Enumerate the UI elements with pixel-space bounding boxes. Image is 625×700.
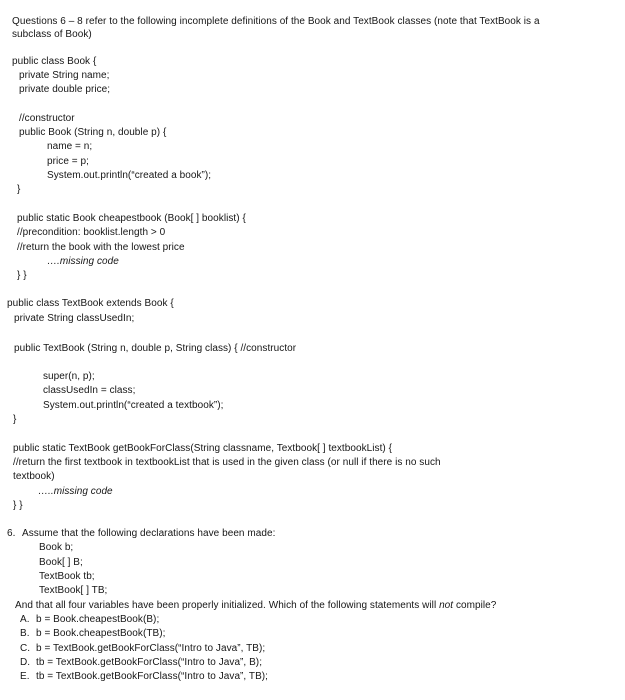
- option-letter: A.: [20, 614, 30, 625]
- book-return-comment: //return the book with the lowest price: [17, 242, 185, 253]
- option-text: tb = TextBook.getBookForClass(“Intro to Java”, TB);: [36, 671, 268, 682]
- book-class-close: } }: [17, 270, 27, 281]
- textbook-super-call: super(n, p);: [43, 371, 95, 382]
- textbook-ctor-close: }: [13, 414, 17, 425]
- textbook-println: System.out.println(“created a textbook”);: [43, 400, 224, 411]
- textbook-assign: classUsedIn = class;: [43, 385, 136, 396]
- textbook-field: private String classUsedIn;: [14, 313, 135, 324]
- book-field-price: private double price;: [19, 84, 111, 95]
- book-ctor-signature: public Book (String n, double p) {: [19, 127, 167, 138]
- book-println: System.out.println(“created a book”);: [47, 170, 212, 181]
- question-number: 6.: [7, 528, 16, 539]
- intro-line-2: subclass of Book): [12, 29, 92, 40]
- question-ask-post: compile?: [453, 600, 497, 611]
- book-missing-code: ….missing code: [47, 256, 119, 267]
- book-ctor-comment: //constructor: [19, 113, 75, 124]
- book-precondition: //precondition: booklist.length > 0: [17, 227, 166, 238]
- option-text: b = TextBook.getBookForClass(“Intro to Java”, TB);: [36, 643, 266, 654]
- option-letter: E.: [20, 671, 30, 682]
- question-ask-emphasis: not: [439, 600, 454, 611]
- textbook-class-close: } }: [13, 500, 23, 511]
- book-ctor-close: }: [17, 184, 21, 195]
- book-field-name: private String name;: [19, 70, 110, 81]
- option-text: tb = TextBook.getBookForClass(“Intro to Java”, B);: [36, 657, 263, 668]
- textbook-return-comment-cont: textbook): [13, 471, 55, 482]
- declaration-line: Book[ ] B;: [39, 557, 83, 568]
- declaration-line: Book b;: [39, 542, 74, 553]
- declaration-line: TextBook tb;: [39, 571, 95, 582]
- question-ask: [15, 600, 496, 612]
- option-letter: B.: [20, 628, 30, 639]
- book-class-header: public class Book {: [12, 56, 97, 67]
- textbook-ctor-signature: public TextBook (String n, double p, String class) { //constructor: [14, 343, 297, 354]
- textbook-class-header: public class TextBook extends Book {: [7, 298, 174, 309]
- option-letter: D.: [20, 657, 31, 668]
- question-ask-pre: And that all four variables have been properly initialized. Which of the following statements will: [15, 600, 440, 611]
- book-assign-price: price = p;: [47, 156, 89, 167]
- book-method-signature: public static Book cheapestbook (Book[ ] booklist) {: [17, 213, 246, 224]
- declaration-line: TextBook[ ] TB;: [39, 585, 108, 596]
- textbook-method-signature: public static TextBook getBookForClass(String classname, Textbook[ ] textbookList) {: [13, 443, 393, 454]
- option-letter: C.: [20, 643, 31, 654]
- option-text: b = Book.cheapestBook(B);: [36, 614, 160, 625]
- textbook-missing-code: …..missing code: [38, 486, 113, 497]
- option-text: b = Book.cheapestBook(TB);: [36, 628, 166, 639]
- intro-line-1: Questions 6 – 8 refer to the following incomplete definitions of the Book and TextBook classes (note that TextBook is a: [12, 16, 540, 27]
- question-prompt: Assume that the following declarations have been made:: [22, 528, 276, 539]
- book-assign-name: name = n;: [47, 141, 93, 152]
- textbook-return-comment: //return the first textbook in textbookList that is used in the given class (or null if there is no such: [13, 457, 441, 468]
